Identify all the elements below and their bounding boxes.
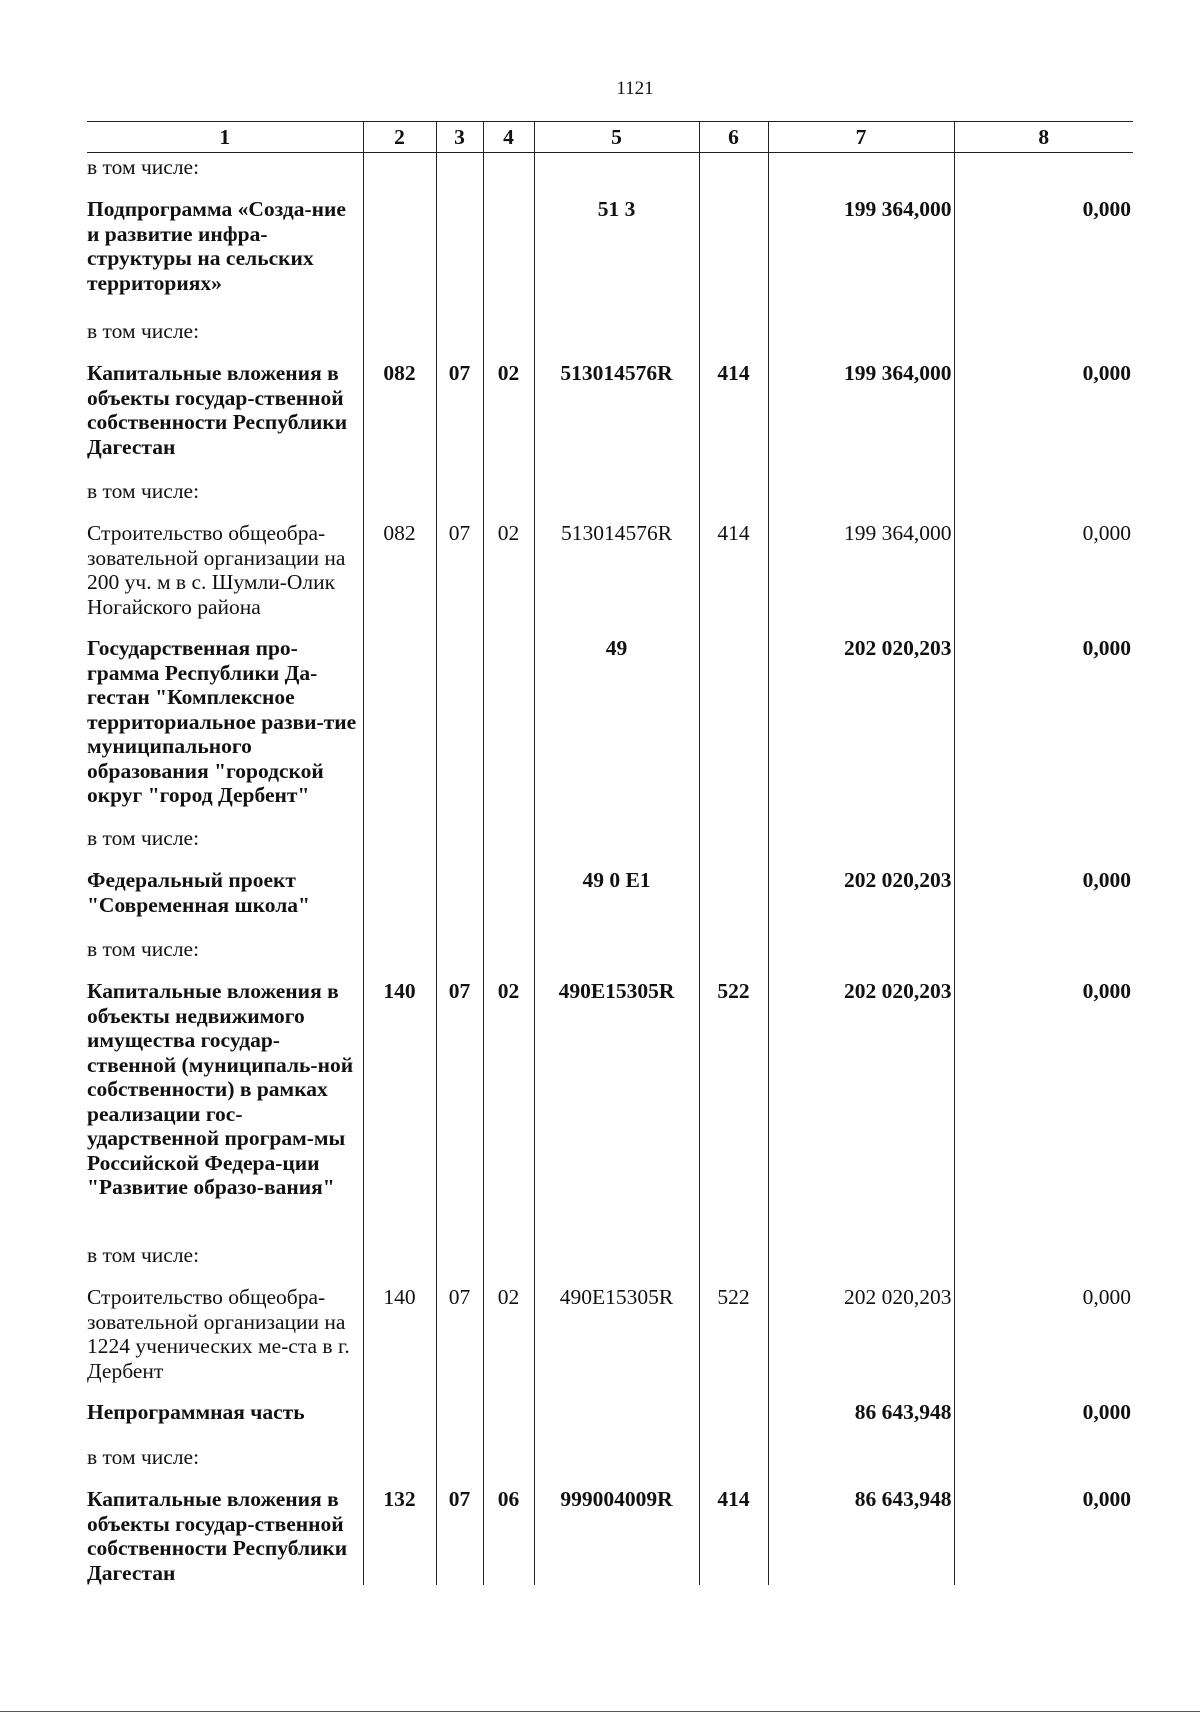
- target-article-code: [534, 317, 699, 360]
- expense-type-code: [699, 196, 768, 317]
- section-code: [436, 1443, 483, 1486]
- ministry-code: [363, 1399, 436, 1443]
- amount-cell-2: 0,000: [954, 196, 1133, 317]
- item-name: Капитальные вложения в объекты недвижимого имущества государ-ственной (муниципаль-ной собственности) в рамках реализации гос-ударственной програм-мы Российской Федера-ции "Развитие образо-вания": [87, 979, 354, 1199]
- item-name: Государственная про-грамма Республики Да-гестан "Комплексное территориальное разви-тие муниципального образования "городской округ "город Дербент": [87, 636, 357, 807]
- note-row: [87, 1241, 1133, 1284]
- item-name: в том числе:: [87, 1243, 200, 1267]
- amount-cell: [768, 1241, 954, 1284]
- section-code: [436, 1399, 483, 1443]
- amount-cell-2: [954, 477, 1133, 520]
- amount-cell: 199 364,000: [768, 360, 954, 477]
- column-header: 4: [483, 122, 534, 153]
- subsection-code: [483, 824, 534, 867]
- target-article-code: [534, 824, 699, 867]
- page-bottom-edge: [0, 1711, 1200, 1712]
- table-row: [87, 635, 1133, 824]
- target-article-code: [534, 1241, 699, 1284]
- expense-type-code: [699, 824, 768, 867]
- table-row: [87, 867, 1133, 935]
- subsection-code: [483, 1241, 534, 1284]
- section-code: [436, 935, 483, 978]
- item-name: Федеральный проект "Современная школа": [87, 868, 310, 917]
- expense-type-code: [699, 1241, 768, 1284]
- amount-cell-2: [954, 1241, 1133, 1284]
- expense-type-code: [699, 153, 768, 197]
- subsection-code: [483, 1399, 534, 1443]
- section-code: [436, 635, 483, 824]
- table-row: [87, 360, 1133, 477]
- table-row: [87, 1486, 1133, 1585]
- target-article-code: 51 3: [534, 196, 699, 317]
- column-header: 2: [363, 122, 436, 153]
- amount-cell: 86 643,948: [768, 1399, 954, 1443]
- amount-cell-2: [954, 317, 1133, 360]
- amount-cell: 202 020,203: [768, 978, 954, 1241]
- column-header: 3: [436, 122, 483, 153]
- expense-type-code: 414: [699, 360, 768, 477]
- target-article-code: 513014576R: [534, 520, 699, 635]
- amount-cell: 202 020,203: [768, 635, 954, 824]
- target-article-code: 513014576R: [534, 360, 699, 477]
- column-header: 6: [699, 122, 768, 153]
- section-code: 07: [436, 978, 483, 1241]
- table-row: [87, 196, 1133, 317]
- target-article-code: 490E15305R: [534, 1284, 699, 1399]
- budget-table: [87, 121, 1133, 1585]
- expense-type-code: [699, 1399, 768, 1443]
- subsection-code: [483, 477, 534, 520]
- item-name: в том числе:: [87, 826, 200, 850]
- subsection-code: 02: [483, 978, 534, 1241]
- ministry-code: [363, 867, 436, 935]
- section-code: [436, 317, 483, 360]
- subsection-code: 06: [483, 1486, 534, 1585]
- ministry-code: [363, 935, 436, 978]
- expense-type-code: 522: [699, 978, 768, 1241]
- amount-cell-2: 0,000: [954, 520, 1133, 635]
- header-row: [87, 122, 1133, 153]
- column-header: 7: [768, 122, 954, 153]
- item-name: Подпрограмма «Созда-ние и развитие инфра-структуры на сельских территориях»: [87, 197, 346, 295]
- amount-cell: [768, 477, 954, 520]
- item-name: Непрограммная часть: [87, 1400, 305, 1424]
- ministry-code: 140: [363, 1284, 436, 1399]
- table-row: [87, 978, 1133, 1241]
- section-code: [436, 196, 483, 317]
- amount-cell-2: [954, 824, 1133, 867]
- note-row: [87, 824, 1133, 867]
- amount-cell: [768, 1443, 954, 1486]
- section-code: [436, 477, 483, 520]
- target-article-code: [534, 477, 699, 520]
- target-article-code: [534, 935, 699, 978]
- subsection-code: 02: [483, 1284, 534, 1399]
- amount-cell: 86 643,948: [768, 1486, 954, 1585]
- item-name: Капитальные вложения в объекты государ-ственной собственности Республики Дагестан: [87, 361, 348, 459]
- expense-type-code: [699, 867, 768, 935]
- amount-cell-2: 0,000: [954, 635, 1133, 824]
- note-row: [87, 1443, 1133, 1486]
- target-article-code: [534, 1443, 699, 1486]
- page-number: 1121: [616, 78, 654, 99]
- expense-type-code: 522: [699, 1284, 768, 1399]
- ministry-code: [363, 824, 436, 867]
- expense-type-code: [699, 317, 768, 360]
- target-article-code: 49 0 E1: [534, 867, 699, 935]
- expense-type-code: [699, 935, 768, 978]
- amount-cell: [768, 153, 954, 197]
- target-article-code: 999004009R: [534, 1486, 699, 1585]
- amount-cell-2: 0,000: [954, 867, 1133, 935]
- column-header: 8: [954, 122, 1133, 153]
- note-row: [87, 317, 1133, 360]
- subsection-code: [483, 1443, 534, 1486]
- section-code: [436, 824, 483, 867]
- item-name: Строительство общеобра-зовательной организации на 200 уч. м в с. Шумли-Олик Ногайского района: [87, 521, 346, 619]
- ministry-code: [363, 1241, 436, 1284]
- amount-cell-2: 0,000: [954, 978, 1133, 1241]
- amount-cell-2: 0,000: [954, 360, 1133, 477]
- section-code: [436, 153, 483, 197]
- column-header: 1: [87, 122, 363, 153]
- amount-cell: [768, 317, 954, 360]
- section-code: 07: [436, 1486, 483, 1585]
- section-code: [436, 867, 483, 935]
- ministry-code: [363, 153, 436, 197]
- section-code: [436, 1241, 483, 1284]
- ministry-code: 132: [363, 1486, 436, 1585]
- table-row: [87, 1399, 1133, 1443]
- amount-cell: 199 364,000: [768, 520, 954, 635]
- note-row: [87, 477, 1133, 520]
- table-row: [87, 1284, 1133, 1399]
- subsection-code: 02: [483, 360, 534, 477]
- target-article-code: 490E15305R: [534, 978, 699, 1241]
- target-article-code: 49: [534, 635, 699, 824]
- table-row: [87, 520, 1133, 635]
- ministry-code: [363, 635, 436, 824]
- ministry-code: [363, 477, 436, 520]
- item-name: Капитальные вложения в объекты государ-ственной собственности Республики Дагестан: [87, 1487, 348, 1585]
- amount-cell-2: [954, 1443, 1133, 1486]
- item-name: в том числе:: [87, 319, 200, 343]
- section-code: 07: [436, 1284, 483, 1399]
- item-name: в том числе:: [87, 155, 200, 179]
- amount-cell-2: [954, 153, 1133, 197]
- amount-cell: [768, 824, 954, 867]
- ministry-code: [363, 1443, 436, 1486]
- ministry-code: 082: [363, 360, 436, 477]
- subsection-code: [483, 867, 534, 935]
- expense-type-code: [699, 1443, 768, 1486]
- item-name: в том числе:: [87, 937, 200, 961]
- target-article-code: [534, 1399, 699, 1443]
- target-article-code: [534, 153, 699, 197]
- subsection-code: [483, 935, 534, 978]
- subsection-code: 02: [483, 520, 534, 635]
- item-name: в том числе:: [87, 1445, 200, 1469]
- amount-cell-2: [954, 935, 1133, 978]
- ministry-code: [363, 196, 436, 317]
- section-code: 07: [436, 520, 483, 635]
- expense-type-code: [699, 635, 768, 824]
- item-name: Строительство общеобра-зовательной организации на 1224 ученических ме-ста в г. Дербент: [87, 1285, 350, 1383]
- note-row: [87, 153, 1133, 197]
- subsection-code: [483, 317, 534, 360]
- amount-cell: [768, 935, 954, 978]
- amount-cell: 202 020,203: [768, 867, 954, 935]
- column-header: 5: [534, 122, 699, 153]
- expense-type-code: [699, 477, 768, 520]
- ministry-code: 082: [363, 520, 436, 635]
- item-name: в том числе:: [87, 479, 200, 503]
- table-body: [87, 153, 1133, 1586]
- ministry-code: 140: [363, 978, 436, 1241]
- section-code: 07: [436, 360, 483, 477]
- note-row: [87, 935, 1133, 978]
- amount-cell-2: 0,000: [954, 1284, 1133, 1399]
- expense-type-code: 414: [699, 1486, 768, 1585]
- subsection-code: [483, 153, 534, 197]
- subsection-code: [483, 196, 534, 317]
- ministry-code: [363, 317, 436, 360]
- subsection-code: [483, 635, 534, 824]
- amount-cell-2: 0,000: [954, 1486, 1133, 1585]
- amount-cell: 199 364,000: [768, 196, 954, 317]
- expense-type-code: 414: [699, 520, 768, 635]
- amount-cell: 202 020,203: [768, 1284, 954, 1399]
- amount-cell-2: 0,000: [954, 1399, 1133, 1443]
